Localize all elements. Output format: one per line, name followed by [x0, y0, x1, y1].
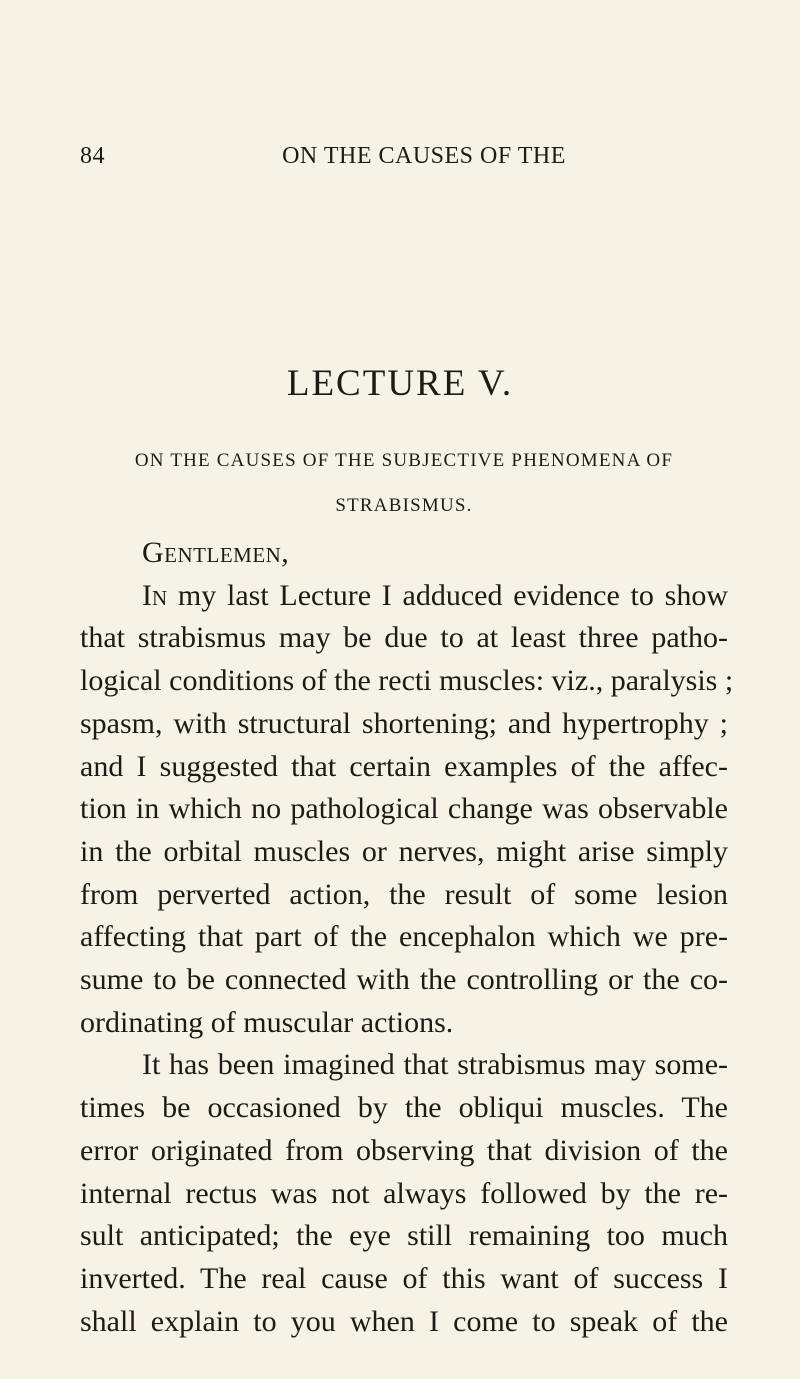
- paragraph-line: from perverted action, the result of some lesion: [80, 877, 728, 911]
- paragraph-line: sume to be connected with the controlling or the co-: [80, 963, 728, 997]
- page-number: 84: [80, 143, 105, 169]
- paragraph-line: It has been imagined that strabismus may some-: [142, 1048, 728, 1082]
- subtitle-line: STRABISMUS.: [335, 495, 473, 516]
- paragraph-lead-word: In: [142, 578, 168, 612]
- paragraph-line: logical conditions of the recti muscles: viz., paralysis ;: [80, 664, 734, 698]
- paragraph-line: spasm, with structural shortening; and hypertrophy ;: [80, 706, 728, 740]
- paragraph-line: error originated from observing that division of the: [80, 1133, 728, 1167]
- paragraph-line: inverted. The real cause of this want of success I: [80, 1261, 728, 1295]
- paragraph-line: that strabismus may be due to at least three patho-: [80, 621, 728, 655]
- salutation: Gentlemen,: [142, 536, 290, 569]
- lecture-subtitle: [80, 438, 728, 528]
- paragraph-line: times be occasioned by the obliqui muscles. The: [80, 1091, 728, 1125]
- body-text: [80, 532, 734, 1343]
- paragraph-line-text: my last Lecture I adduced evidence to show: [167, 578, 728, 612]
- paragraph-line: sult anticipated; the eye still remaining too much: [80, 1219, 728, 1253]
- paragraph-line: tion in which no pathological change was observable: [80, 792, 728, 826]
- paragraph-line: shall explain to you when I come to speak of the: [80, 1304, 728, 1338]
- paragraph-line: [80, 575, 728, 618]
- subtitle-line: ON THE CAUSES OF THE SUBJECTIVE PHENOMENA OF: [134, 450, 674, 471]
- paragraph-line: in the orbital muscles or nerves, might arise simply: [80, 834, 728, 868]
- paragraph-line: ordinating of muscular actions.: [80, 1005, 454, 1039]
- lecture-title: LECTURE V.: [286, 363, 514, 404]
- running-title: ON THE CAUSES OF THE: [282, 143, 566, 169]
- paragraph-line: and I suggested that certain examples of the affec-: [80, 749, 728, 783]
- running-head: [80, 143, 728, 173]
- paragraph-line: internal rectus was not always followed by the re-: [80, 1176, 728, 1210]
- paragraph-line: affecting that part of the encephalon which we pre-: [80, 920, 728, 954]
